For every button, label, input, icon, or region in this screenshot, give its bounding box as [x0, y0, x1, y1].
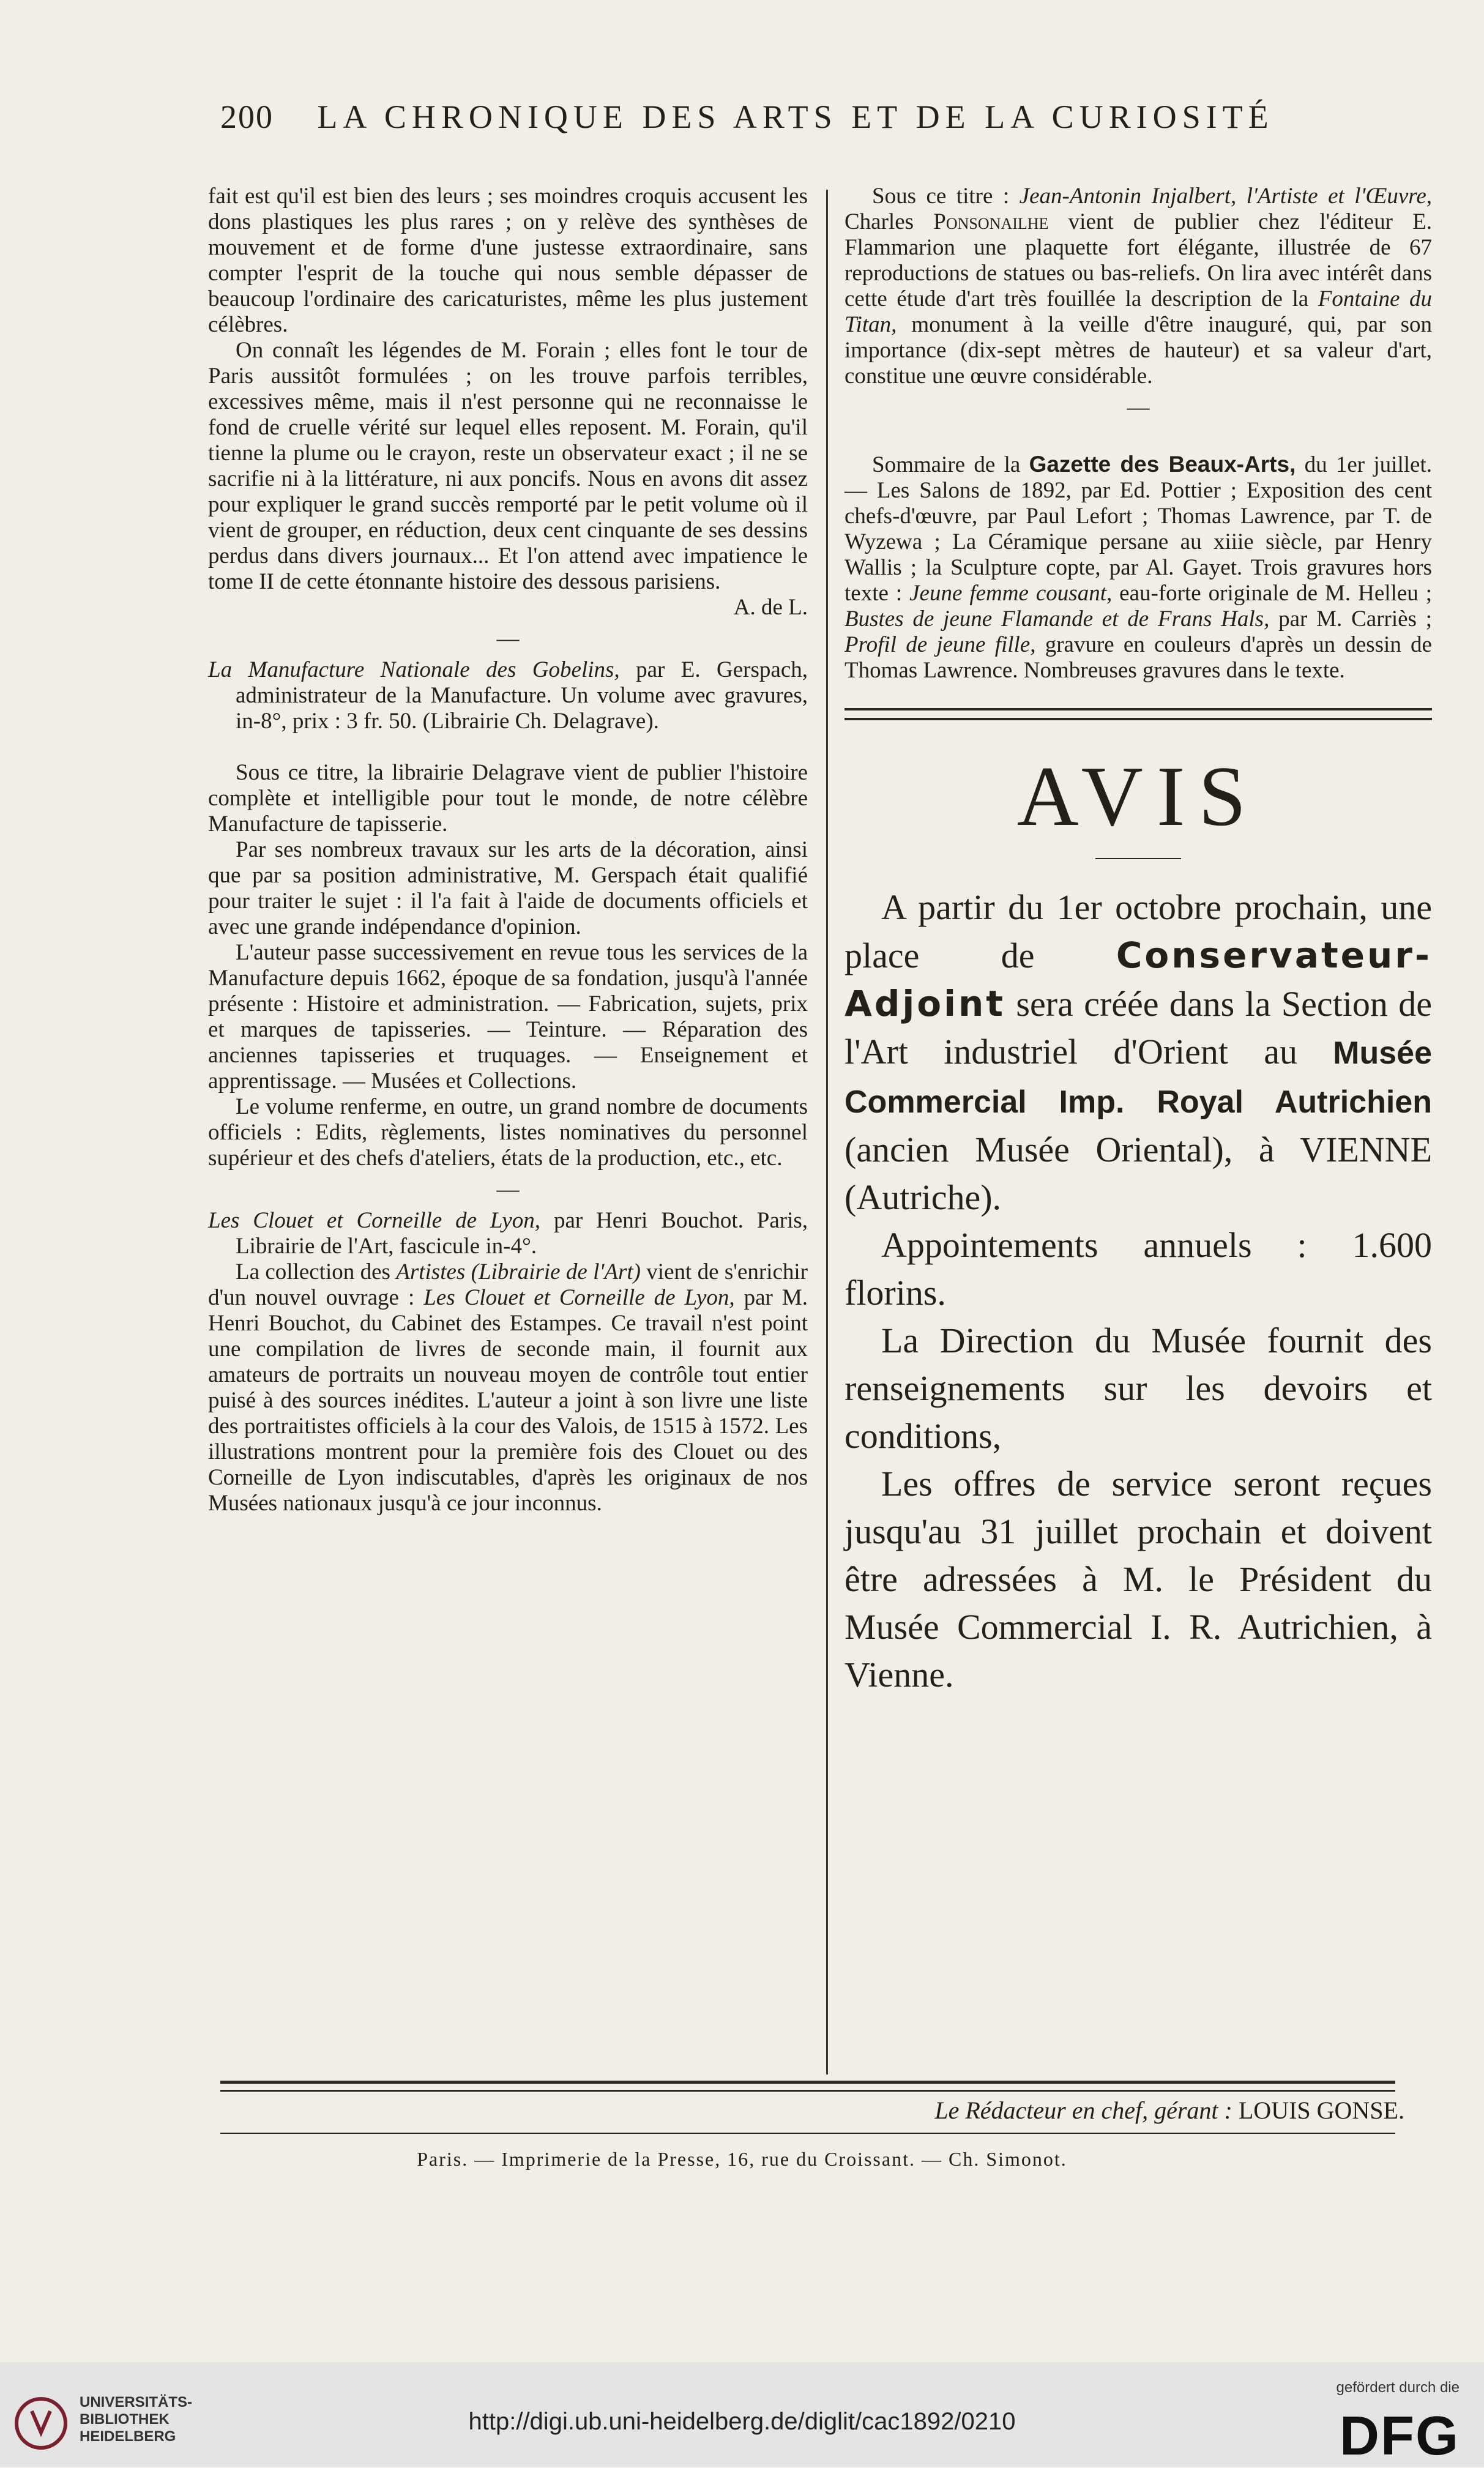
gobelins-paragraph-2: Par ses nombreux travaux sur les arts de la décoration, ainsi que par sa position administrative, M. Gerspach était qualifié pour traiter le sujet : il l'a fait à l'aide de documents officiels et avec une grande indépendance d'opinion.	[208, 837, 808, 939]
page-header	[220, 98, 1371, 136]
printer-line: Paris. — Imprimerie de la Presse, 16, rue du Croissant. — Ch. Simonot.	[417, 2148, 1067, 2170]
gobelins-paragraph-1: Sous ce titre, la librairie Delagrave vient de publier l'histoire complète et intelligible pour tout le monde, de notre célèbre Manufacture de tapisserie.	[208, 760, 808, 837]
avis-paragraph-2: Appointements annuels : 1.600 florins.	[845, 1225, 1432, 1313]
avis-notice	[845, 751, 1432, 1699]
gobelins-paragraph-4: Le volume renferme, en outre, un grand nombre de documents officiels : Edits, règlements, listes nominatives du personnel supérieur et des chefs d'ateliers, états de la production, etc., etc.	[208, 1094, 808, 1171]
editor-line: Le Rédacteur en chef, gérant : LOUIS GONSE.	[934, 2097, 1404, 2124]
forain-paragraph-2: On connaît les légendes de M. Forain ; elles font le tour de Paris aussitôt formulées ; on les trouve parfois terribles, excessives même, mais il n'est personne qui ne reconnaisse le fond de cruelle vérité sur lequel elles reposent. M. Forain, qu'il tienne la plume ou le crayon, reste un observateur exact ; il ne se sacrifie ni à la littérature, ni aux poncifs. Nous en avons dit assez pour expliquer le grand succès remporté par le petit volume où il vient de grouper, en réduction, deux cent cinquante de ses dessins perdus dans divers journaux... Et l'on attend avec impatience le tome II de cette étonnante histoire des dessous parisiens.	[208, 338, 808, 594]
digitization-bar	[0, 2362, 1484, 2467]
gobelins-title: La Manufacture Nationale des Gobelins,	[208, 657, 620, 682]
avis-rule	[1095, 858, 1181, 859]
spacer	[208, 734, 808, 760]
gobelins-paragraph-3: L'auteur passe successivement en revue tous les services de la Manufacture depuis 1662, époque de sa fondation, jusqu'à l'année présente : Histoire et administration. — Fabrication, sujets, prix et marques de tapisseries. — Teinture. — Réparation des anciennes tapisseries et truquages. — Enseignement et apprentissage. — Musées et Collections.	[208, 940, 808, 1094]
separator-dash: —	[496, 1177, 520, 1202]
spacer	[845, 426, 1432, 452]
footer-double-rule	[220, 2081, 1395, 2092]
double-rule	[845, 708, 1432, 720]
injalbert-paragraph: Sous ce titre : Jean-Antonin Injalbert, l'Artiste et l'Œuvre, Charles Ponsonailhe vient de publier chez l'éditeur E. Flammarion une plaquette fort élégante, illustrée de 67 reproductions de statues ou bas-reliefs. On lira avec intérêt dans cette étude d'art très fouillée la description de la Fontaine du Titan, monument à la veille d'être inauguré, qui, par son importance (dix-sept mètres de hauteur) et sa valeur d'art, constitue une œuvre considérable.	[845, 184, 1432, 389]
avis-paragraph-3: La Direction du Musée fournit des renseignements sur les devoirs et conditions,	[845, 1321, 1432, 1456]
clouet-paragraph: La collection des Artistes (Librairie de l'Art) vient de s'enrichir d'un nouvel ouvrage : Les Clouet et Corneille de Lyon, par M. Henri Bouchot, du Cabinet des Estampes. Ce travail n'est point une compilation de livres de seconde main, il fournit aux amateurs de portraits un nouveau moyen de contrôle tout entier puisé à des sources inédites. L'auteur a joint à son livre une liste des portraitistes officiels à la cour des Valois, de 1515 à 1572. Les illustrations montrent pour la première fois des Clouet ou des Corneille de Lyon indiscutables, d'après les originaux de nos Musées nationaux jusqu'à ce jour inconnus.	[208, 1259, 808, 1516]
source-url-link[interactable]: http://digi.ub.uni-heidelberg.de/diglit/cac1892/0210	[468, 2408, 1016, 2435]
page-number: 200	[220, 99, 274, 135]
clouet-book-entry	[208, 1208, 808, 1259]
clouet-details: par Henri Bouchot. Paris, Librairie de l'Art, fascicule in-4°.	[236, 1208, 808, 1259]
signature-adel: A. de L.	[733, 595, 808, 620]
gazette-summary: Sommaire de la Gazette des Beaux-Arts, du 1er juillet. — Les Salons de 1892, par Ed. Pottier ; Exposition des cent chefs-d'œuvre, par Paul Lefort ; Thomas Lawrence, par T. de Wyzewa ; La Céramique persane au xiiie siècle, par Henry Wallis ; la Sculpture copte, par Al. Gayet. Trois gravures hors texte : Jeune femme cousant, eau-forte originale de M. Helleu ; Bustes de jeune Flamande et de Frans Hals, par M. Carriès ; Profil de jeune fille, gravure en couleurs d'après un dessin de Thomas Lawrence. Nombreuses gravures dans le texte.	[845, 452, 1432, 683]
separator-dash: —	[496, 626, 520, 651]
clouet-title: Les Clouet et Corneille de Lyon,	[208, 1208, 541, 1233]
funded-by-label: gefördert durch die	[1336, 2379, 1460, 2396]
left-column	[208, 184, 808, 1516]
separator-dash: —	[1127, 395, 1150, 420]
avis-paragraph-4: Les offres de service seront reçues jusqu'au 31 juillet prochain et doivent être adressées à M. le Président du Musée Commercial I. R. Autrichien, à Vienne.	[845, 1464, 1432, 1694]
avis-title: AVIS	[1016, 749, 1260, 844]
forain-paragraph-1: fait est qu'il est bien des leurs ; ses moindres croquis accusent les dons plastiques les plus rares ; on y relève des synthèses de mouvement et de forme d'une justesse extraordinaire, sans compter l'esprit de la touche qui nous semble dépasser de beaucoup l'ordinaire des caricaturistes, même les plus justement célèbres.	[208, 184, 808, 337]
gobelins-book-entry	[208, 657, 808, 734]
column-divider	[826, 190, 828, 2075]
avis-paragraph-1: A partir du 1er octobre prochain, une place de Conservateur-Adjoint sera créée dans la Section de l'Art industriel d'Orient au Musée Commercial Imp. Royal Autrichien (ancien Musée Oriental), à VIENNE (Autriche).	[845, 887, 1432, 1217]
library-name: UNIVERSITÄTS- BIBLIOTHEK HEIDELBERG	[80, 2394, 193, 2445]
footer-rule	[220, 2133, 1395, 2134]
gobelins-details: par E. Gerspach, administrateur de la Manufacture. Un volume avec gravures, in-8°, prix : 3 fr. 50. (Librairie Ch. Delagrave).	[236, 657, 808, 734]
dfg-logo: DFG	[1340, 2406, 1460, 2467]
journal-title: LA CHRONIQUE DES ARTS ET DE LA CURIOSITÉ	[317, 99, 1274, 135]
right-column	[845, 184, 1432, 1699]
